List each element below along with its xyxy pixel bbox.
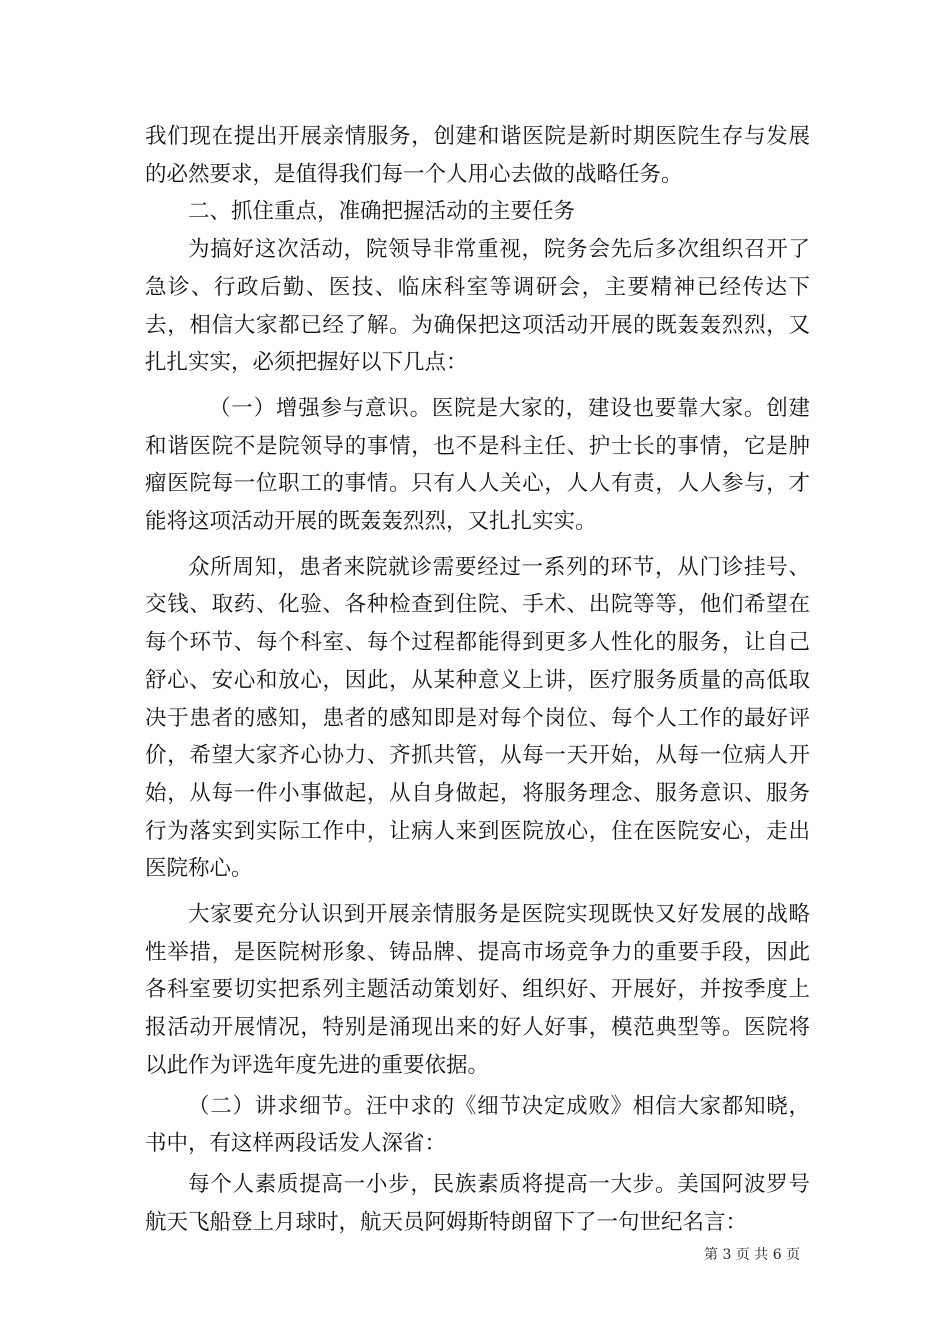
paragraph-6: 大家要充分认识到开展亲情服务是医院实现既快又好发展的战略性举措，是医院树形象、铸品牌、提高市场竞争力的重要手段，因此各科室要切实把系列主题活动策划好、组织好、开展好，并按季度上报活动开展情况，特别是涌现出来的好人好事，模范典型等。医院将以此作为评选年度先进的重要依据。 [145,902,810,1078]
paragraph-5: 众所周知，患者来院就诊需要经过一系列的环节，从门诊挂号、交钱、取药、化验、各种检查到住院、手术、出院等等，他们希望在每个环节、每个科室、每个过程都能得到更多人性化的服务，让自己舒心、安心和放心，因此，从某种意义上讲，医疗服务质量的高低取决于患者的感知，患者的感知即是对每个岗位、每个人工作的最好评价，希望大家齐心协力、齐抓共管，从每一天开始，从每一位病人开始，从每一件小事做起，从自身做起，将服务理念、服务意识、服务行为落实到实际工作中，让病人来到医院放心，住在医院安心，走出医院称心。 [145,554,810,882]
paragraph-3: 为搞好这次活动，院领导非常重视，院务会先后多次组织召开了急诊、行政后勤、医技、临床科室等调研会，主要精神已经传达下去，相信大家都已经了解。为确保把这项活动开展的既轰轰烈烈，又扎扎实实，必须把握好以下几点： [145,237,810,376]
paragraph-7: （二）讲求细节。汪中求的《细节决定成败》相信大家都知晓，书中，有这样两段话发人深省： [145,1093,810,1157]
document-body [145,118,810,1241]
section-heading-2: 二、抓住重点，准确把握活动的主要任务 [188,199,576,225]
paragraph-8: 每个人素质提高一小步，民族素质将提高一大步。美国阿波罗号航天飞船登上月球时，航天员阿姆斯特朗留下了一句世纪名言： [145,1171,810,1235]
paragraph-4: （一）增强参与意识。医院是大家的，建设也要靠大家。创建和谐医院不是院领导的事情，也不是科主任、护士长的事情，它是肿瘤医院每一位职工的事情。只有人人关心，人人有责，人人参与，才能将这项活动开展的既轰轰烈烈，又扎扎实实。 [145,395,810,535]
page-number-footer: 第 3 页 共 6 页 [704,1247,801,1263]
paragraph-1: 我们现在提出开展亲情服务，创建和谐医院是新时期医院生存与发展的必然要求，是值得我们每一个人用心去做的战略任务。 [145,124,810,187]
